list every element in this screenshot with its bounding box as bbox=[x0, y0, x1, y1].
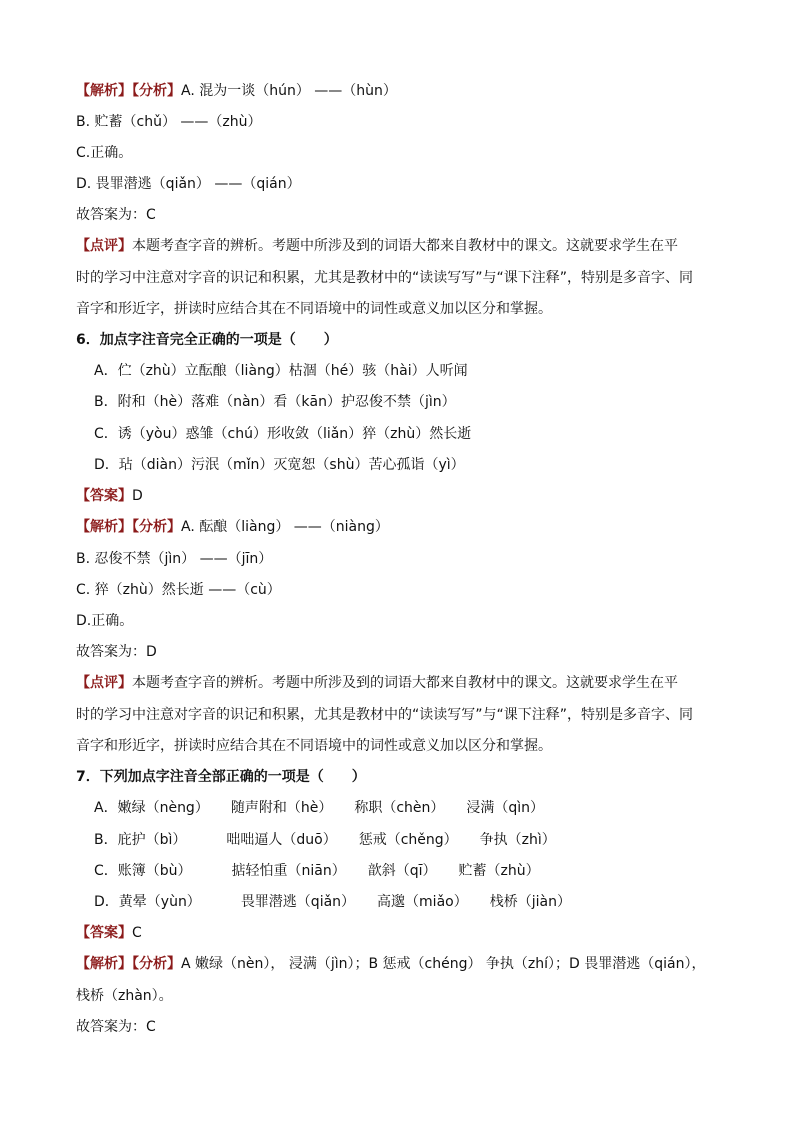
conclusion-line: 故答案为：C bbox=[76, 1019, 156, 1035]
option-item: 浸满（qìn） bbox=[466, 800, 545, 816]
option-item: 栈桥（jiàn） bbox=[489, 894, 571, 910]
comment-text: 本题考查字音的辨析。考题中所涉及到的词语大都来自教材中的课文。这就要求学生在平 bbox=[132, 675, 678, 691]
conclusion-line: 故答案为：D bbox=[76, 644, 157, 660]
analysis-line: B. 贮蓄（chǔ） ——（zhù） bbox=[76, 114, 262, 130]
analysis-line: D.正确。 bbox=[76, 613, 134, 629]
option-item: 争执（zhì） bbox=[479, 832, 556, 848]
analysis-line bbox=[76, 954, 706, 974]
question-6-option-c: C．诱（yòu）惑雏（chú）形收敛（liǎn）猝（zhù）然长逝 bbox=[94, 426, 472, 442]
analysis-tag: 【解析】 bbox=[76, 956, 132, 972]
question-6-stem: 6．加点字注音完全正确的一项是（ ） bbox=[76, 332, 338, 348]
analysis-line: D. 畏罪潜逃（qiǎn） ——（qián） bbox=[76, 176, 301, 192]
question-6-option-b: B．附和（hè）落难（nàn）看（kān）护忍俊不禁（jìn） bbox=[94, 394, 456, 410]
option-item: 高邈（miǎo） bbox=[377, 894, 468, 910]
question-7-option-b bbox=[94, 830, 556, 850]
analysis-text: A. 酝酿（liàng） ——（niàng） bbox=[181, 519, 389, 535]
comment-line: 音字和形近字，拼读时应结合其在不同语境中的词性或意义加以区分和掌握。 bbox=[76, 738, 552, 754]
option-item: B．庇护（bì） bbox=[94, 832, 187, 848]
option-item: C．账簿（bù） bbox=[94, 863, 192, 879]
answer-tag: 【答案】 bbox=[76, 488, 132, 504]
comment-tag: 【点评】 bbox=[76, 238, 132, 254]
option-item: 惩戒（chěng） bbox=[358, 832, 458, 848]
answer-line bbox=[76, 923, 142, 943]
option-item: A．嫩绿（nèng） bbox=[94, 800, 209, 816]
answer-value: D bbox=[132, 488, 143, 504]
option-item: 歆斜（qī） bbox=[367, 863, 437, 879]
option-item: 畏罪潜逃（qiǎn） bbox=[240, 894, 356, 910]
analysis-line: 栈桥（zhàn）。 bbox=[76, 988, 173, 1004]
option-item: 贮蓄（zhù） bbox=[458, 863, 540, 879]
analysis-line bbox=[76, 81, 397, 101]
option-item: 随声附和（hè） bbox=[230, 800, 333, 816]
analysis-line: C.正确。 bbox=[76, 145, 133, 161]
comment-tag: 【点评】 bbox=[76, 675, 132, 691]
analysis-text: A 嫩绿（nèn）， 浸满（jìn）；B 惩戒（chéng） 争执（zhí）；D 畏罪潜逃（qián）， bbox=[181, 956, 706, 972]
analysis-line bbox=[76, 517, 389, 537]
comment-line bbox=[76, 236, 678, 256]
analysis-text: A. 混为一谈（hún） ——（hùn） bbox=[181, 83, 397, 99]
answer-line bbox=[76, 486, 143, 506]
analysis-tag: 【解析】 bbox=[76, 83, 132, 99]
question-6-option-d: D．玷（diàn）污泯（mǐn）灭宽恕（shù）苦心孤诣（yì） bbox=[94, 457, 465, 473]
analysis-tag: 【解析】 bbox=[76, 519, 132, 535]
comment-line: 音字和形近字，拼读时应结合其在不同语境中的词性或意义加以区分和掌握。 bbox=[76, 301, 552, 317]
answer-value: C bbox=[132, 925, 142, 941]
option-item: 称职（chèn） bbox=[354, 800, 445, 816]
comment-line: 时的学习中注意对字音的识记和积累，尤其是教材中的“读读写写”与“课下注释”，特别是多音字、同 bbox=[76, 270, 694, 286]
option-item: D．黄晕（yùn） bbox=[94, 894, 201, 910]
conclusion-line: 故答案为：C bbox=[76, 207, 156, 223]
analysis-line: C. 猝（zhù）然长逝 ——（cù） bbox=[76, 582, 281, 598]
question-7-option-d bbox=[94, 892, 571, 912]
option-item: 咄咄逼人（duō） bbox=[226, 832, 337, 848]
question-7-option-c bbox=[94, 861, 540, 881]
question-7-stem: 7．下列加点字注音全部正确的一项是（ ） bbox=[76, 769, 366, 785]
analyze-tag: 【分析】 bbox=[132, 956, 181, 972]
option-item: 掂轻怕重（niān） bbox=[231, 863, 346, 879]
comment-line bbox=[76, 673, 678, 693]
question-6-option-a: A．伫（zhù）立酝酿（liàng）枯涸（hé）骇（hài）人听闻 bbox=[94, 363, 468, 379]
analyze-tag: 【分析】 bbox=[132, 83, 181, 99]
question-7-option-a bbox=[94, 798, 544, 818]
analyze-tag: 【分析】 bbox=[132, 519, 181, 535]
analysis-line: B. 忍俊不禁（jìn） ——（jīn） bbox=[76, 551, 273, 567]
answer-tag: 【答案】 bbox=[76, 925, 132, 941]
comment-line: 时的学习中注意对字音的识记和积累，尤其是教材中的“读读写写”与“课下注释”，特别是多音字、同 bbox=[76, 707, 694, 723]
comment-text: 本题考查字音的辨析。考题中所涉及到的词语大都来自教材中的课文。这就要求学生在平 bbox=[132, 238, 678, 254]
